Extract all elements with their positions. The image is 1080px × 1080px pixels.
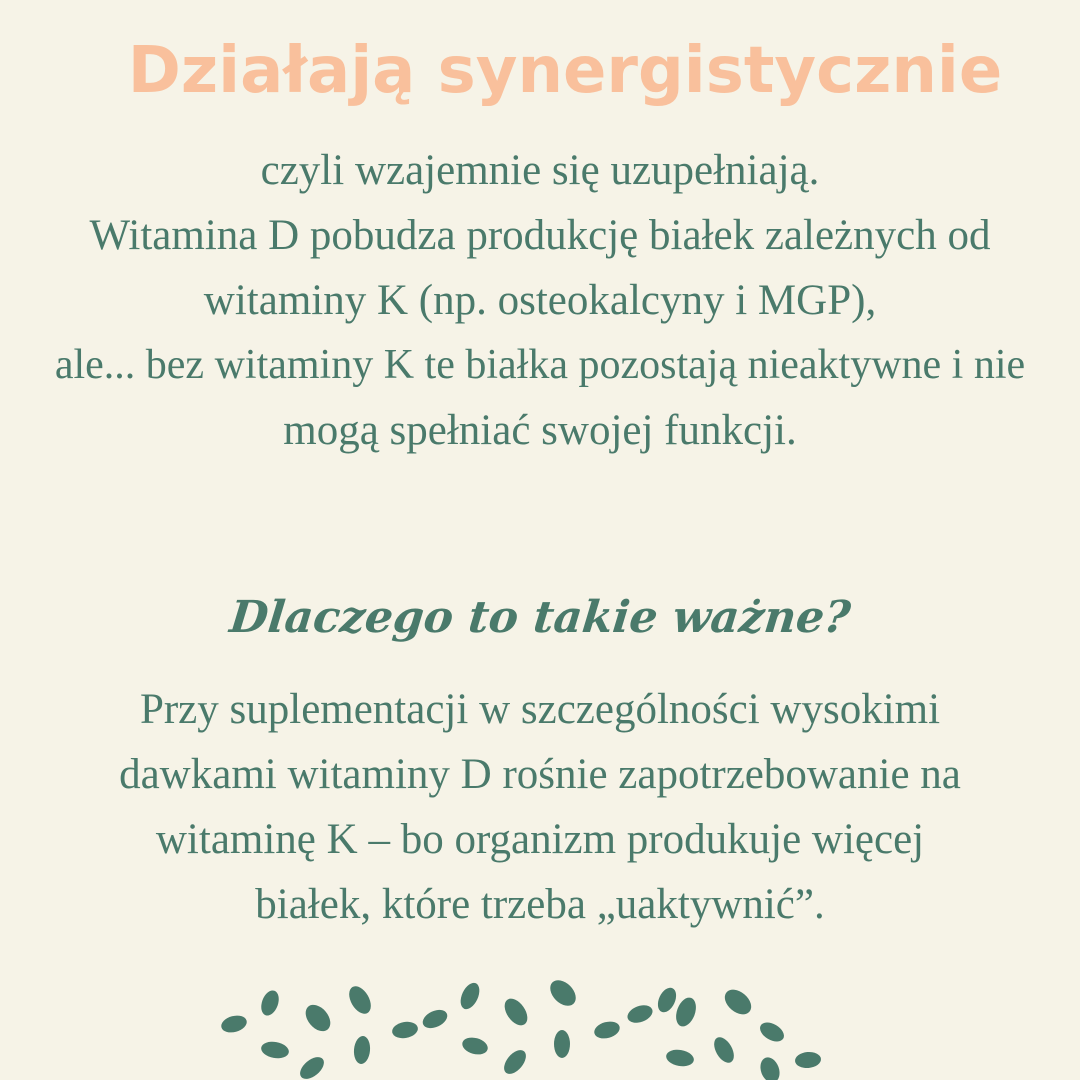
slide-title: Działają synergistycznie [127, 34, 1003, 108]
subheading: Dlaczego to takie ważne? [227, 592, 853, 643]
explanation-line: białek, które trzeba „uaktywnić”. [255, 881, 825, 928]
explanation-paragraph [0, 677, 1080, 937]
intro-line: ale... bez witaminy K te białka pozostają nieaktywne i nie [54, 342, 1026, 388]
seed-dots-decoration-icon [0, 970, 1080, 1080]
intro-line: Witamina D pobudza produkcję białek zależnych od [89, 212, 991, 259]
explanation-line: witaminę K – bo organizm produkuje więcej [155, 816, 925, 863]
intro-line: witaminy K (np. osteokalcyny i MGP), [203, 277, 877, 324]
explanation-line: dawkami witaminy D rośnie zapotrzebowanie na [119, 751, 961, 798]
intro-line: czyli wzajemnie się uzupełniają. [260, 147, 820, 194]
intro-paragraph [0, 138, 1080, 463]
explanation-line: Przy suplementacji w szczególności wysokimi [139, 686, 941, 733]
intro-line: mogą spełniać swojej funkcji. [283, 407, 797, 454]
